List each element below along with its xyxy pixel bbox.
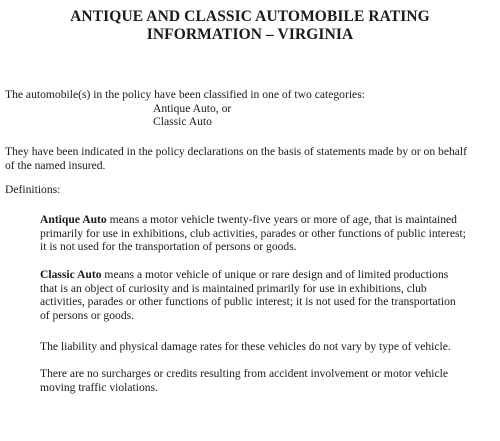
title-line-2: INFORMATION – VIRGINIA (146, 26, 354, 43)
classic-line-4: of persons or goods. (40, 308, 135, 322)
intro-text: The automobile(s) in the policy have been classified in one of two categories: (5, 88, 365, 101)
declaration-line-1: They have been indicated in the policy declarations on the basis of statements made by or on behalf (5, 145, 467, 158)
declaration-paragraph (5, 145, 467, 172)
antique-definition (40, 213, 466, 254)
surcharge-note (40, 367, 448, 394)
classic-term: Classic Auto (40, 268, 102, 281)
rates-note: The liability and physical damage rates for these vehicles do not vary by type of vehicle. (40, 340, 451, 353)
surcharge-line-1: There are no surcharges or credits resulting from accident involvement or motor vehicle (40, 367, 448, 380)
surcharge-line-2: moving traffic violations. (40, 380, 158, 394)
classic-line-2: that is an object of curiosity and is maintained primarily for use in exhibitions, club (40, 281, 427, 295)
classic-definition (40, 268, 456, 322)
declaration-line-2: of the named insured. (5, 158, 106, 172)
intro-paragraph (5, 88, 365, 129)
antique-line-3: it is not used for the transportation of persons or goods. (40, 240, 297, 254)
definitions-heading: Definitions: (5, 183, 61, 196)
title-line-1: ANTIQUE AND CLASSIC AUTOMOBILE RATING (70, 8, 430, 25)
antique-line-2: primarily for use in exhibitions, club activities, parades or other functions of public interest; (40, 226, 466, 240)
category-classic: Classic Auto (153, 115, 212, 129)
classic-line-1: means a motor vehicle of unique or rare design and of limited productions (101, 268, 449, 281)
antique-line-1: means a motor vehicle twenty-five years or more of age, that is maintained (106, 213, 457, 226)
classic-line-3: activities, parades or other functions of public interest; it is not used for the transportation (40, 295, 456, 309)
category-antique: Antique Auto, or (153, 101, 232, 115)
antique-term: Antique Auto (40, 213, 107, 226)
document-title (0, 8, 500, 44)
